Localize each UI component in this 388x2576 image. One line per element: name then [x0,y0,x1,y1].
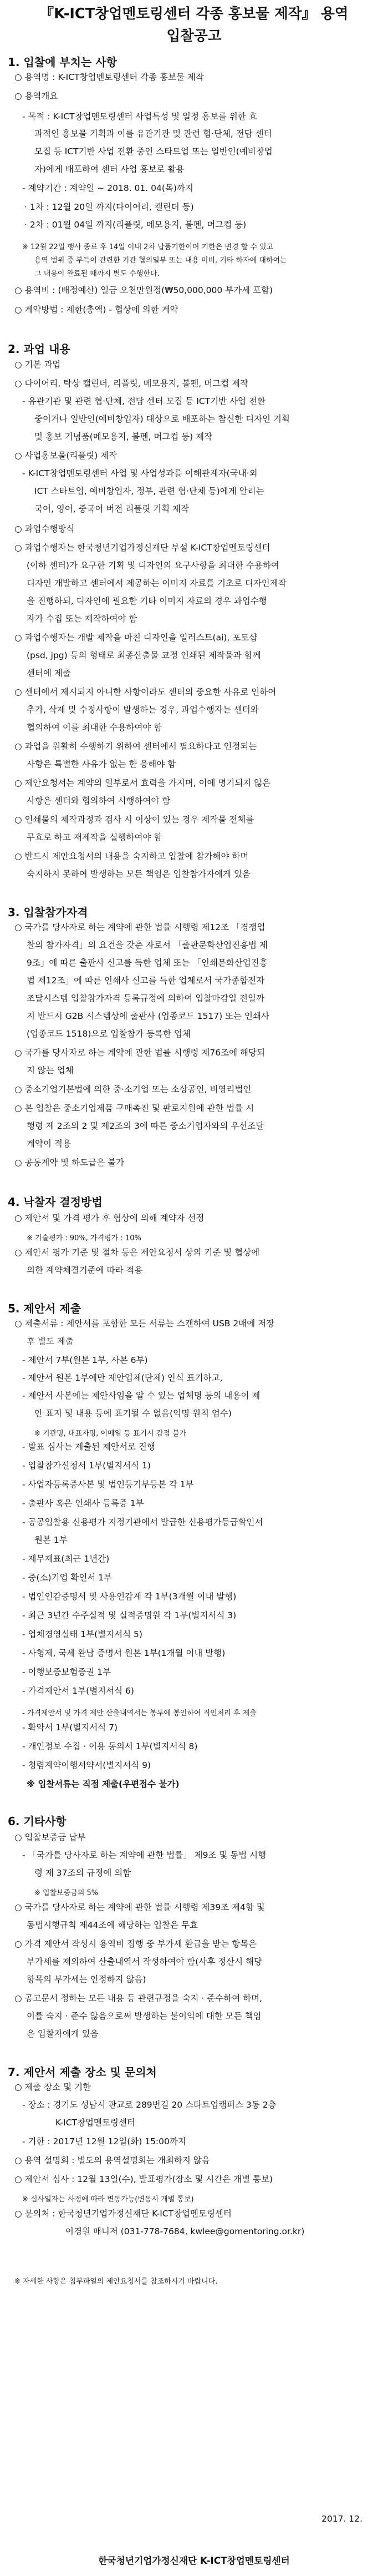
s5-line: - 출판사 혹은 인쇄사 등록증 1부 [22,1498,144,1508]
s6-line: ○ 입찰보증금 납부 [14,1832,86,1842]
s5-line: - 사형제, 국세 완납 증명서 원본 1부(1개월 이내 발행) [22,1648,226,1658]
s3-line: ○ 본 입찰은 중소기업제품 구매촉진 및 판로지원에 관한 법률 시 [14,1103,254,1113]
s1-note: 용역 범위 중 부득이 관련한 기관 협의일부 또는 내용 미비, 기타 하자에 대하여는 [34,256,287,265]
s1-line: 과적인 홍보물 기획과 이를 유관기관 및 관련 협·단체, 전담 센터 [34,129,272,139]
section-7-heading: 7. 제안서 제출 장소 및 문의처 [8,2065,157,2079]
s3-line: 지 반드시 G2B 시스템상에 출판사 (업종코드 1517) 또는 인쇄사 [27,1011,269,1021]
s3-line: ○ 국가를 당사자로 하는 계약에 관한 법률 시행령 제12조 「경쟁입 [14,922,266,932]
s5-line: - 사업자등록증사본 및 법인등기부등본 각 1부 [22,1479,194,1489]
s6-line: - 「국가를 당사자로 하는 계약에 관한 법률」 제9조 및 동법 시행 [22,1850,267,1860]
s4-line: ○ 제안서 및 가격 평가 후 협상에 의해 계약자 선정 [14,1213,205,1223]
s5-line: - 재무제표(최근 1년간) [22,1554,110,1564]
s3-line: ○ 중소기업기본법에 의한 중·소기업 또는 소상공인, 비영리법인 [14,1084,252,1094]
s5-line: - 입찰참가신청서 1부(별지서식 1) [22,1461,151,1471]
s2-line: ○ 반드시 제안요청서의 내용을 숙지하고 입찰에 참가해야 하며 [14,851,249,861]
s2-line: 을 진행하되, 디자인에 필요한 기타 이미지 자료의 경우 과업수행 [27,596,267,606]
document-title: 『K-ICT창업멘토링센터 각종 홍보물 제작』 용역 [39,6,349,22]
s4-note: ※ 기술평가 : 90%, 가격평가 : 10% [27,1234,141,1242]
s3-line: ○ 공동계약 및 하도급은 불가 [14,1158,124,1168]
s3-line: (업종코드 1518)으로 입찰참가 등록한 업체 [27,1029,191,1039]
s7-line: - 기한 : 2017년 12월 12일(화) 15:00까지 [22,2136,186,2146]
s2-line: 센터에 제출 [27,668,71,678]
s2-line: 사항은 센터와 협의하여 시행하여야 함 [27,796,171,806]
s2-line: - 유관기관 및 관련 협·단체, 전담 센터 모집 등 ICT기반 사업 전환 [22,396,266,406]
s1-note: 그 내용이 완료될 때까지 별도 수행한다. [34,270,160,278]
s5-note: ※ 기관명, 대표자명, 이메일 등 표기시 감점 불가 [34,1430,187,1438]
s5-line: - 공공입찰용 신용평가 지정기관에서 발급한 신용평가등급확인서 [22,1517,263,1527]
s2-line: 무효로 하고 재제작을 실행하여야 함 [27,832,162,842]
s2-line: 및 홍보 기념품(메모용지, 볼펜, 머그컵 등) 제작 [34,432,213,442]
s3-line: 조달시스템 입찰참가자격 등록규정에 의하여 입찰마감일 전일까 [27,993,264,1003]
s5-line: ○ 제출서류 : 제안서를 포함한 모든 서류는 스캔하여 USB 2매에 저장 [14,1319,275,1329]
s6-line: ○ 국가를 당사자로 하는 계약에 관한 법률 시행령 제39조 제4항 및 [14,1902,265,1912]
s3-line: 9조」에 따른 출판사 신고를 득한 업체 또는 「인쇄문화산업진흥 [27,958,268,968]
s5-line: - 제안서 7부(원본 1부, 사본 6부) [22,1355,148,1365]
attachment-note: ※ 자세한 사항은 첨부파일의 제안요청서를 참조하시기 바랍니다. [14,2277,218,2286]
s6-line: 부가세를 제외하여 산출내역서 작성하여야 함(사후 정산시 해당 [27,1957,262,1967]
s5-line: - 개인정보 수집 · 이용 동의서 1부(별지서식 8) [22,1741,198,1751]
s5-line: - 법인인감증명서 및 사용인감계 각 1부(3개월 이내 발행) [22,1592,237,1602]
s7-line: - 장소 : 경기도 성남시 판교로 289번길 20 스타트업캠퍼스 3동 2층 [22,2100,277,2110]
s6-line: 은 입찰자에게 있음 [27,2029,99,2039]
s5-line: - 제안서 원본 1부에만 제안업체(단체) 인식 표기하고, [22,1373,223,1383]
s2-line: (psd, jpg) 등의 형태로 최종산출물 교정 인쇄된 제작물과 함께 [27,650,261,660]
s2-line: ○ 과업을 원활히 수행하기 위하여 센터에서 필요하다고 인정되는 [14,741,257,751]
s6-line: 동법시행규칙 제44조에 해당하는 입찰은 무효 [27,1920,198,1930]
s1-line: · 1차 : 12월 20일 까지(다이어리, 캘린더 등) [24,202,194,212]
s2-line: ○ 과업수행자는 한국청년기업가정신재단 부설 K-ICT창업멘토링센터 [14,543,270,553]
s7-note: ※ 심사일자는 사정에 따라 변동가능(변동시 개별 통보) [22,2195,194,2204]
s2-line: 숙지하지 못하여 발생하는 모든 책임은 입찰참가자에게 있음 [27,869,251,879]
s5-line: - 업체경영실태 1부(별지서식 5) [22,1629,142,1639]
s2-line: 자가 수집 또는 제작하여야 함 [27,614,137,624]
document-subtitle: 입찰공고 [166,28,222,44]
s2-line: ○ 기본 과업 [14,360,61,370]
s1-line: ○ 용역비 : (배정예산) 일금 오천만원정(₩50,000,000 부가세 포함) [14,285,273,295]
s3-line: 계약이 적용 [27,1139,71,1149]
s5-line: - 발표 심사는 제출된 제안서로 진행 [22,1442,155,1452]
s3-line: 법 제12조」에 따른 인쇄사 신고를 득한 업체로서 국가종합전자 [27,976,265,986]
s1-line: 자)에게 배포하여 센터 사업 홍보로 활용 [34,164,185,174]
s4-line: 의한 계약체결기준에 따라 적용 [27,1265,143,1275]
s5-line: - 이행보증보험증권 1부 [22,1667,111,1677]
s6-line: 이를 숙지 · 준수 않음으로써 발생하는 불이익에 대한 모든 책임 [27,2011,262,2021]
s2-line: 디자인 개발하고 센터에서 제공하는 이미지 자료를 기초로 디자인제작 [27,578,287,588]
s5-line: - 가격제안서 1부(별지서식 6) [22,1686,134,1696]
section-6-heading: 6. 기타사항 [8,1815,67,1828]
s3-line: 찰의 참가자격」의 요건을 갖춘 자로서 「출판문화산업진흥법 제 [27,940,268,950]
s7-line: ○ 제안서 심사 : 12월 13일(수), 발표평가(장소 및 시간은 개별 통보) [14,2174,273,2184]
s5-note: ※ 입찰서류는 직접 제출(우편접수 불가) [27,1779,180,1789]
s2-line: ○ 과업수행방식 [14,524,75,534]
issuing-organization: 한국청년기업가정신재단 K-ICT창업멘토링센터 [98,2555,290,2566]
s1-line: - 목적 : K-ICT창업멘토링센터 사업특성 및 일정 홍보를 위한 효 [22,112,257,122]
document-date: 2017. 12. [321,2514,363,2524]
s1-note: ※ 12월 22일 행사 종료 후 14일 이내 2차 납품기한이며 기한은 변경 할 수 있고 [22,243,274,251]
s5-line: - 가격제안서 및 가격 제안 산출내역서는 봉투에 봉인하여 직인처리 후 제출 [22,1709,257,1718]
s5-line: 후 별도 제출 [27,1336,74,1346]
s2-line: ○ 제안요청서는 계약의 일부로서 효력을 가지며, 이에 명기되지 않은 [14,778,271,788]
s1-line: ○ 용역명 : K-ICT창업멘토링센터 각종 홍보물 제작 [14,72,204,82]
s3-line: 지 않는 업체 [27,1065,74,1075]
s7-contact: 이경원 매니저 (031-778-7684, kwlee@gomentoring.or.kr) [65,2226,305,2236]
section-4-heading: 4. 낙찰자 결정방법 [8,1195,103,1209]
s2-line: 중이거나 일반인(예비창업자) 대상으로 배포하는 참신한 디자인 기획 [34,414,290,424]
s2-line: ○ 다이어리, 탁상 캘린더, 리플릿, 메모용지, 볼펜, 머그컵 제작 [14,378,248,388]
section-1-heading: 1. 입찰에 부치는 사항 [8,55,117,69]
s5-line: 안 표지 및 내용 등에 표기될 수 없음(익명 원칙 엄수) [34,1408,232,1418]
s4-line: ○ 제안서 평가 기준 및 절차 등은 제안요청서 상의 기준 및 협상에 [14,1247,260,1257]
s2-line: (이하 센터)가 요구한 기획 및 디자인의 요구사항을 최대한 수용하여 [27,560,279,570]
s5-line: - 중(소)기업 확인서 1부 [22,1573,113,1583]
s6-note: ※ 입찰보증금의 5% [34,1889,99,1897]
s1-line: - 계약기간 : 계약일 ~ 2018. 01. 04(목)까지 [22,183,193,193]
s5-line: - 최근 3년간 수주실적 및 실적증명원 각 1부(별지서식 3) [22,1610,237,1620]
s2-line: 협의하여 이를 최대한 수용하여야 함 [27,723,162,733]
s5-line: 원본 1부 [34,1535,68,1545]
s6-line: 항목의 부가세는 인정하지 않음) [27,1974,146,1984]
s5-line: - 확약서 1부(별지서식 7) [22,1723,118,1733]
s1-line: 모집 등 ICT기반 사업 전환 중인 스타트업 또는 일반인(예비창업 [34,147,273,156]
s2-line: - K-ICT창업멘토링센터 사업 및 사업성과를 이해관계자(국내·외 [22,468,258,478]
section-2-heading: 2. 과업 내용 [8,342,70,356]
s2-line: 사항은 특별한 사유가 없는 한 응해야 함 [27,759,176,769]
s7-line: ○ 제출 장소 및 기한 [14,2082,91,2092]
s7-line: K-ICT창업멘토링센터 [55,2118,135,2128]
s2-line: ○ 센터에서 제시되지 아니한 사항이라도 센터의 중요한 사유로 인하여 [14,687,277,697]
s7-line: ○ 용역 설명회 : 별도의 용역설명회는 개최하지 않음 [14,2155,210,2165]
s2-line: ○ 사업홍보물(리플릿) 제작 [14,451,118,461]
s7-line: ○ 문의처 : 한국청년기업가정신재단 K-ICT창업멘토링센터 [14,2209,232,2219]
s6-line: ○ 공고문서 정하는 모든 내용 등 관련규정을 숙지 · 준수하여 하며, [14,1993,262,2003]
s2-line: ○ 과업수행자는 개발 제작을 마친 디자인을 일러스트(ai), 포토샵 [14,633,258,643]
s2-line: ICT 스타트업, 예비창업자, 정부, 관련 협·단체 등)에게 알리는 [34,486,264,496]
s2-line: 국어, 영어, 중국어 버전 리플릿 기획 제작 [34,504,189,514]
s6-line: 령 제 37조의 규정에 의함 [34,1868,131,1878]
s5-line: - 제안서 사본에는 제안사임을 알 수 있는 업체명 등의 내용이 제 [22,1391,261,1401]
s2-line: ○ 인쇄물의 제작과정과 검사 시 이상이 있는 경우 제작물 전체를 [14,815,254,825]
s1-line: ○ 계약방법 : 제한(총액) - 협상에 의한 계약 [14,305,178,315]
s5-line: - 청렴계약이행서약서(별지서식 9) [22,1760,151,1770]
s1-line: ○ 용역개요 [14,91,58,101]
s3-line: ○ 국가를 당사자로 하는 계약에 관한 법률 시행령 제76조에 해당되 [14,1048,265,1058]
s2-line: 추가, 삭제 및 수정사항이 발생하는 경우, 과업수행자는 센터와 [27,705,259,715]
s3-line: 행령 제 2조의 2 및 제2조의 3에 따른 중소기업자와의 우선조달 [27,1121,264,1131]
s1-line: · 2차 : 01월 04일 까지(리플릿, 메모용지, 볼펜, 머그컵 등) [24,220,247,230]
section-5-heading: 5. 제안서 제출 [8,1302,81,1315]
section-3-heading: 3. 입찰참가자격 [8,906,88,919]
s6-line: ○ 가격 제안서 작성시 용역비 집행 중 부가세 환급을 받는 항목은 [14,1939,257,1949]
